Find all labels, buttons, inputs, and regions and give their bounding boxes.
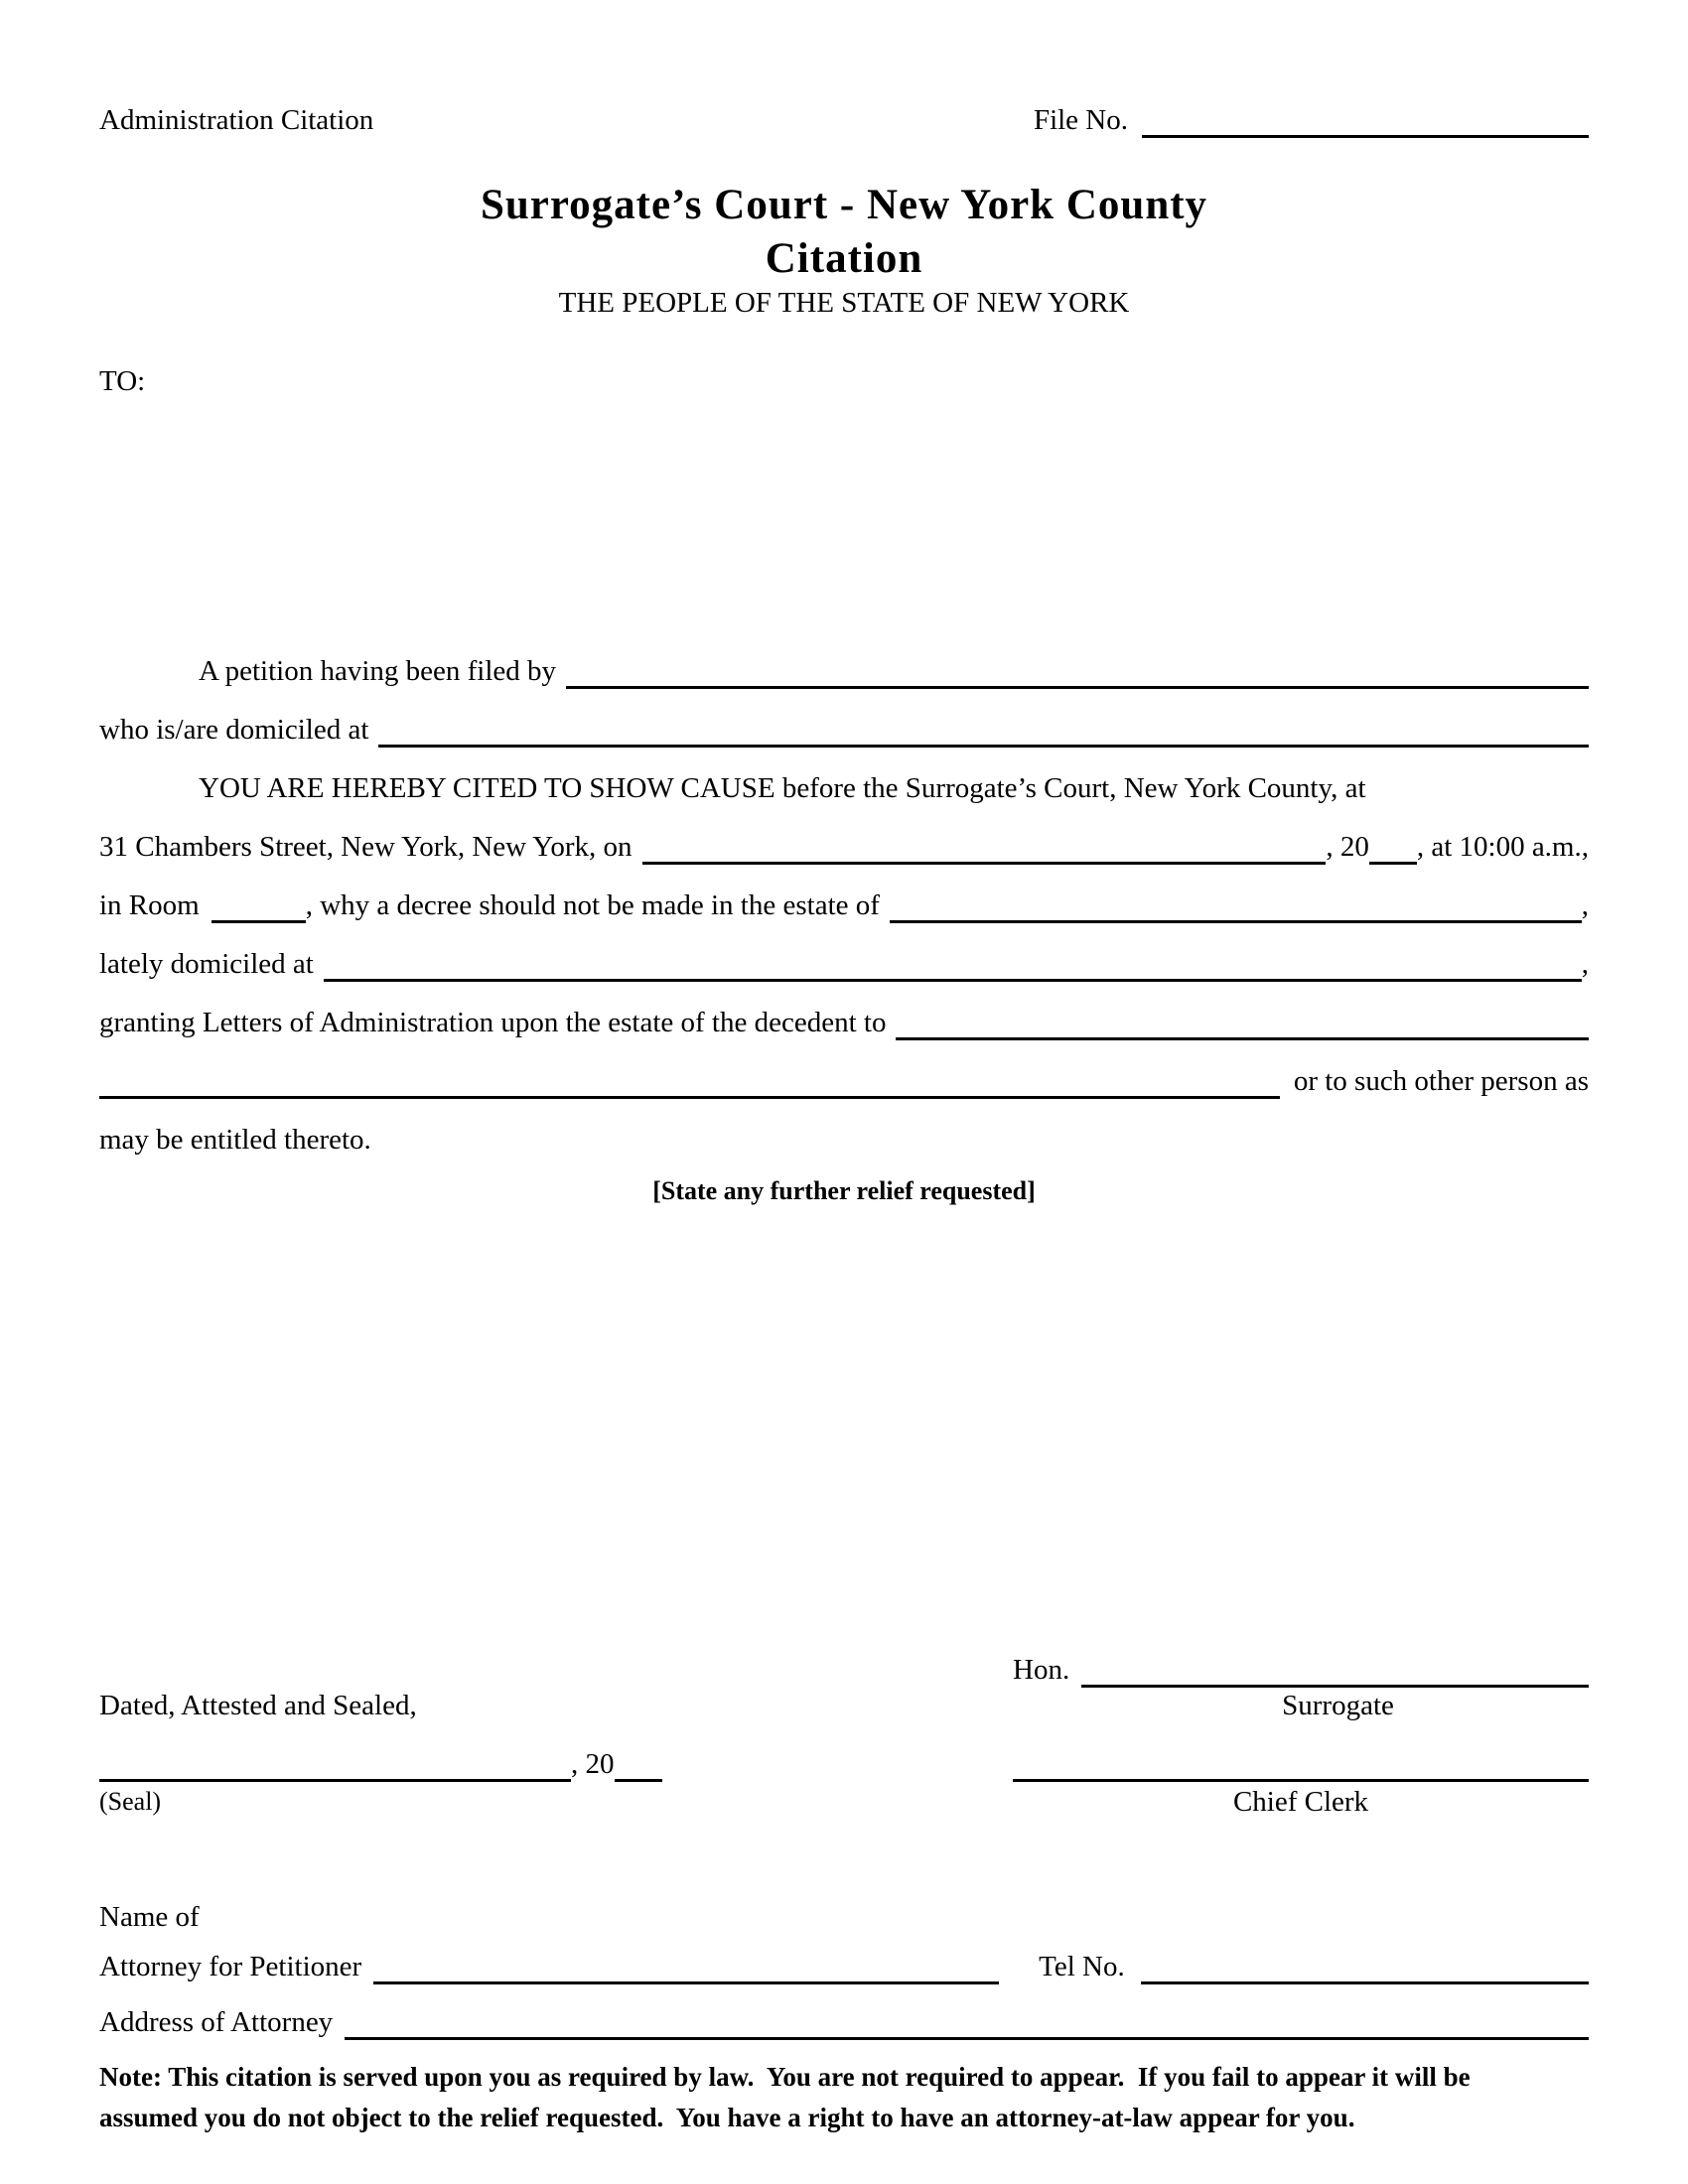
- date-seal-row: [99, 1746, 662, 1782]
- file-no-field[interactable]: [1142, 102, 1589, 138]
- domicile-comma: ,: [1581, 948, 1589, 980]
- administrator-name-field-2[interactable]: [99, 1063, 1280, 1099]
- domiciled-row: [99, 712, 1589, 748]
- title-court-line: [99, 182, 1589, 228]
- to-label: TO:: [99, 365, 146, 397]
- name-of-label: Name of: [99, 1901, 200, 1933]
- lately-prefix: lately domiciled at: [99, 948, 314, 980]
- entitled-text: may be entitled thereto.: [99, 1124, 371, 1156]
- chief-clerk-signature-field[interactable]: [1013, 1746, 1589, 1782]
- petition-row: [199, 653, 1589, 689]
- or-person-row: [99, 1063, 1589, 1099]
- attorney-row: [99, 1949, 1589, 1984]
- dated-label: Dated, Attested and Sealed,: [99, 1690, 417, 1721]
- surrogate-label: Surrogate: [1282, 1690, 1394, 1721]
- dated-year-field[interactable]: [615, 1746, 662, 1782]
- footer-note: [99, 2057, 1589, 2138]
- people-title-text: THE PEOPLE OF THE STATE OF NEW YORK: [558, 287, 1130, 319]
- surrogate-title-row: [1087, 1688, 1589, 1723]
- title-citation-line: [99, 235, 1589, 282]
- tel-no-field[interactable]: [1141, 1949, 1589, 1984]
- year-prefix: , 20: [1326, 831, 1369, 863]
- attorney-for-label: Attorney for Petitioner: [99, 1951, 362, 1982]
- lately-domiciled-row: [99, 946, 1589, 982]
- address-of-attorney-label: Address of Attorney: [99, 2006, 334, 2038]
- hon-label: Hon.: [1013, 1654, 1070, 1686]
- room-prefix: in Room: [99, 889, 200, 921]
- return-date-row: [99, 829, 1589, 865]
- chief-clerk-title-row: [1013, 1784, 1589, 1820]
- entitled-row: [99, 1122, 371, 1158]
- header-row: [99, 102, 1589, 138]
- return-date-field[interactable]: [642, 829, 1327, 865]
- relief-row: [99, 1173, 1589, 1209]
- citation-title-text: Citation: [765, 235, 923, 282]
- dated-date-field[interactable]: [99, 1746, 571, 1782]
- attorney-address-field[interactable]: [345, 2004, 1589, 2040]
- dated-year-prefix: , 20: [571, 1748, 615, 1780]
- footer-note-line2: assumed you do not object to the relief requested. You have a right to have an attorney-at-law appear for you.: [99, 2103, 1355, 2132]
- address-on-prefix: 31 Chambers Street, New York, New York, on: [99, 831, 633, 863]
- granting-row: [99, 1005, 1589, 1040]
- petitioner-domicile-field[interactable]: [378, 712, 1589, 748]
- surrogate-name-field[interactable]: [1081, 1652, 1589, 1688]
- granting-prefix: granting Letters of Administration upon the estate of the decedent to: [99, 1007, 887, 1038]
- decree-text: , why a decree should not be made in the estate of: [305, 889, 880, 921]
- estate-name-field[interactable]: [890, 887, 1582, 923]
- hon-row: [1013, 1652, 1589, 1688]
- administrator-name-field[interactable]: [896, 1005, 1589, 1040]
- court-title-text: Surrogate’s Court - New York County: [480, 182, 1208, 228]
- room-row: [99, 887, 1589, 923]
- chief-clerk-label: Chief Clerk: [1232, 1786, 1369, 1818]
- domiciled-prefix: who is/are domiciled at: [99, 714, 369, 746]
- cited-text: YOU ARE HEREBY CITED TO SHOW CAUSE before the Surrogate’s Court, New York County, at: [199, 772, 1366, 804]
- attorney-name-field[interactable]: [373, 1949, 999, 1984]
- chief-clerk-signature-row: [1013, 1746, 1589, 1782]
- header-spacer: [373, 102, 1034, 138]
- relief-bracket-text: [State any further relief requested]: [652, 1176, 1036, 1205]
- dated-row: [99, 1688, 417, 1723]
- or-person-suffix: or to such other person as: [1293, 1065, 1589, 1097]
- time-suffix: , at 10:00 a.m.,: [1416, 831, 1589, 863]
- address-row: [99, 2004, 1589, 2040]
- name-of-row: [99, 1899, 200, 1935]
- petition-prefix: A petition having been filed by: [199, 655, 557, 687]
- cited-row: [199, 770, 1589, 806]
- return-year-field[interactable]: [1369, 829, 1417, 865]
- doc-type-label: Administration Citation: [99, 104, 374, 136]
- file-no-label: File No.: [1033, 104, 1128, 136]
- title-people-line: [99, 285, 1589, 321]
- seal-label: (Seal): [99, 1787, 162, 1816]
- estate-comma: ,: [1581, 889, 1589, 921]
- tel-no-label: Tel No.: [1039, 1951, 1125, 1982]
- petitioner-name-field[interactable]: [566, 653, 1589, 689]
- seal-row: [99, 1784, 161, 1820]
- footer-note-line1: Note: This citation is served upon you as required by law. You are not required to appear. If you fail to appear it will be: [99, 2062, 1471, 2092]
- room-number-field[interactable]: [211, 887, 306, 923]
- to-row: [99, 363, 145, 399]
- decedent-domicile-field[interactable]: [324, 946, 1582, 982]
